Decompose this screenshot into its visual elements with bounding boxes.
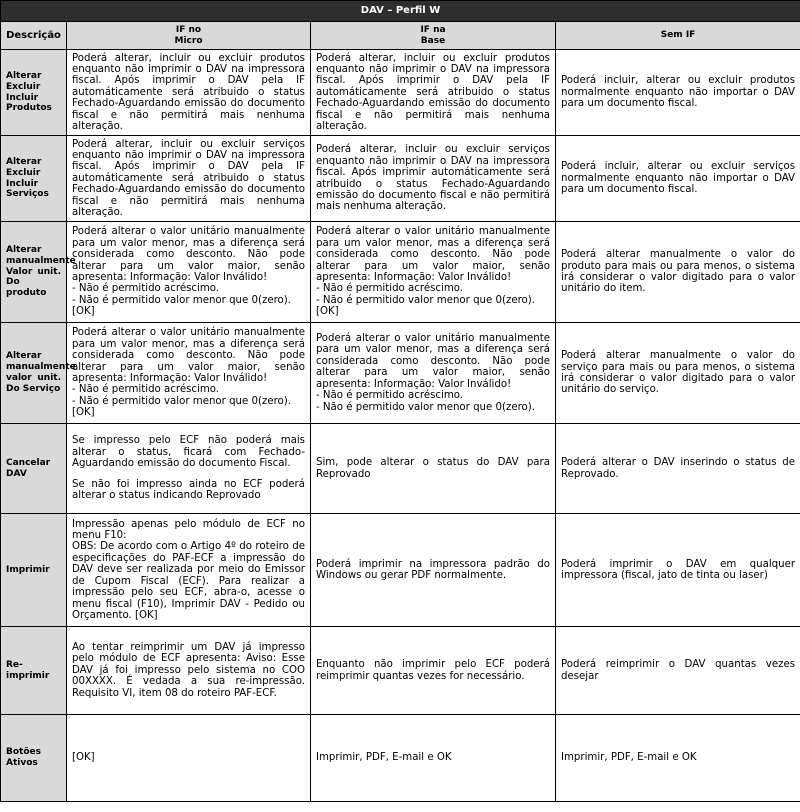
cell-line: - Não é permitido acréscimo. — [316, 390, 464, 402]
cell-line: OBS: De acordo com o Artigo 4º do roteiro de especificações do PAF-ECF a impressão do DAV deve ser realizada por meio do Emissor de Cupom Fiscal (ECF). Para realizar a impressão pelo seu ECF, abra-o, acesse o menu fiscal (F10), Imprimir DAV - Pedido ou Orçamento. [OK] — [72, 541, 305, 621]
header-if-micro-line2: Micro — [174, 35, 203, 46]
cell-paragraph: Se não foi impresso ainda no ECF poderá alterar o status indicando Reprovado — [72, 478, 305, 502]
table-row — [1, 424, 800, 514]
table-title-row — [1, 1, 800, 22]
cell-if-micro: Ao tentar reimprimir um DAV já impresso pelo módulo de ECF apresenta: Aviso: Esse DAV já foi impresso pelo sistema no COO 00XXXX. É vedada a sua re-impressão. Requisito VI, item 08 do roteiro PAF-ECF. — [67, 627, 311, 715]
table-row — [1, 627, 800, 715]
cell-if-base: Poderá imprimir na impressora padrão do Windows ou gerar PDF normalmente. — [311, 514, 556, 627]
header-sem-if: Sem IF — [556, 22, 800, 50]
table-row — [1, 50, 800, 136]
row-description: Re-imprimir — [1, 627, 67, 715]
cell-paragraph: Se impresso pelo ECF não poderá mais alterar o status, ficará com Fechado-Aguardando emissão do documento Fiscal. — [72, 435, 305, 470]
cell-line: [OK] — [316, 306, 339, 318]
cell-line: - Não é permitido valor menor que 0(zero). — [316, 294, 535, 306]
table-row — [1, 136, 800, 222]
cell-if-base: Sim, pode alterar o status do DAV para Reprovado — [311, 424, 556, 514]
cell-if-base: Poderá alterar, incluir ou excluir produtos enquanto não imprimir o DAV na impressora fiscal. Após imprimir o DAV pela IF automáticamente será atribuido o status Fechado-Aguardando emissão do documento fiscal e não permitirá mais nenhuma alteração. — [311, 50, 556, 136]
cell-line: - Não é permitido valor menor que 0(zero). — [72, 294, 291, 306]
header-if-micro-line1: IF no — [175, 25, 202, 36]
cell-if-base — [311, 323, 556, 424]
cell-line: - Não é permitido acréscimo. — [72, 384, 220, 396]
table-row — [1, 715, 800, 802]
header-if-micro — [67, 22, 311, 50]
cell-sem-if: Imprimir, PDF, E-mail e OK — [556, 715, 800, 802]
row-description: Alterar Excluir Incluir Serviços — [1, 136, 67, 222]
cell-if-micro: [OK] — [67, 715, 311, 802]
row-description: Botões Ativos — [1, 715, 67, 802]
cell-sem-if: Poderá incluir, alterar ou excluir produtos normalmente enquanto não importar o DAV para um documento fiscal. — [556, 50, 800, 136]
cell-if-base: Imprimir, PDF, E-mail e OK — [311, 715, 556, 802]
row-description: Imprimir — [1, 514, 67, 627]
row-description: Cancelar DAV — [1, 424, 67, 514]
cell-line: Poderá alterar o valor unitário manualmente para um valor menor, mas a diferença será considerada como desconto. Não pode alterar para um valor maior, senão apresenta: Informação: Valor Inválido! — [316, 333, 550, 390]
cell-if-micro — [67, 514, 311, 627]
cell-if-micro — [67, 323, 311, 424]
cell-line: [OK] — [72, 407, 95, 419]
cell-line: [OK] — [72, 306, 95, 318]
cell-line: - Não é permitido acréscimo. — [72, 283, 220, 295]
cell-line: - Não é permitido acréscimo. — [316, 283, 464, 295]
cell-sem-if: Poderá alterar manualmente o valor do produto para mais ou para menos, o sistema irá considerar o valor digitado para o valor unitário do item. — [556, 222, 800, 323]
cell-line: Poderá alterar o valor unitário manualmente para um valor menor, mas a diferença será considerada como desconto. Não pode alterar para um valor maior, senão apresenta: Informação: Valor Inválido! — [316, 226, 550, 283]
cell-if-micro: Poderá alterar, incluir ou excluir produtos enquanto não imprimir o DAV na impressora fiscal. Após imprimir o DAV pela IF automáticamente será atribuido o status Fechado-Aguardando emissão do documento fiscal e não permitirá mais nenhuma alteração. — [67, 50, 311, 136]
cell-if-micro — [67, 424, 311, 514]
cell-line: - Não é permitido valor menor que 0(zero). — [316, 401, 535, 413]
cell-if-base: Poderá alterar, incluir ou excluir serviços enquanto não imprimir o DAV na impressora fiscal. Após imprimir automáticamente será atribuido o status Fechado-Aguardando emissão do documento fiscal e não permitirá mais nenhuma alteração. — [311, 136, 556, 222]
header-if-base-line1: IF na — [420, 25, 446, 36]
row-description: Alterar manualmente valor unit. Do Serviço — [1, 323, 67, 424]
table-row — [1, 323, 800, 424]
header-if-base — [311, 22, 556, 50]
cell-if-base: Enquanto não imprimir pelo ECF poderá reimprimir quantas vezes for necessário. — [311, 627, 556, 715]
cell-sem-if: Poderá alterar manualmente o valor do serviço para mais ou para menos, o sistema irá considerar o valor digitado para o valor unitário do serviço. — [556, 323, 800, 424]
header-descricao: Descrição — [1, 22, 67, 50]
cell-line: Impressão apenas pelo módulo de ECF no menu F10: — [72, 518, 305, 542]
cell-sem-if: Poderá imprimir o DAV em qualquer impressora (fiscal, jato de tinta ou laser) — [556, 514, 800, 627]
cell-if-base — [311, 222, 556, 323]
cell-line: Poderá alterar o valor unitário manualmente para um valor menor, mas a diferença será considerada como desconto. Não pode alterar para um valor maior, senão apresenta: Informação: Valor Inválido! — [72, 226, 305, 283]
cell-line: - Não é permitido valor menor que 0(zero). — [72, 395, 291, 407]
table-row — [1, 514, 800, 627]
cell-sem-if: Poderá reimprimir o DAV quantas vezes desejar — [556, 627, 800, 715]
row-description: Alterar manualmente Valor unit. Do produto — [1, 222, 67, 323]
header-if-base-line2: Base — [420, 35, 446, 46]
cell-line: Poderá alterar o valor unitário manualmente para um valor menor, mas a diferença será considerada como desconto. Não pode alterar para um valor maior, senão apresenta: Informação: Valor Inválido! — [72, 327, 305, 384]
row-description: Alterar Excluir Incluir Produtos — [1, 50, 67, 136]
cell-sem-if: Poderá incluir, alterar ou excluir serviços normalmente enquanto não importar o DAV para um documento fiscal. — [556, 136, 800, 222]
cell-if-micro: Poderá alterar, incluir ou excluir serviços enquanto não imprimir o DAV na impressora fiscal. Após imprimir o DAV pela IF automáticamente será atribuido o status Fechado-Aguardando emissão do documento fiscal e não permitirá mais nenhuma alteração. — [67, 136, 311, 222]
cell-if-micro — [67, 222, 311, 323]
table-row — [1, 222, 800, 323]
table-title: DAV – Perfil W — [1, 1, 800, 22]
cell-sem-if: Poderá alterar o DAV inserindo o status de Reprovado. — [556, 424, 800, 514]
header-row — [1, 22, 800, 50]
